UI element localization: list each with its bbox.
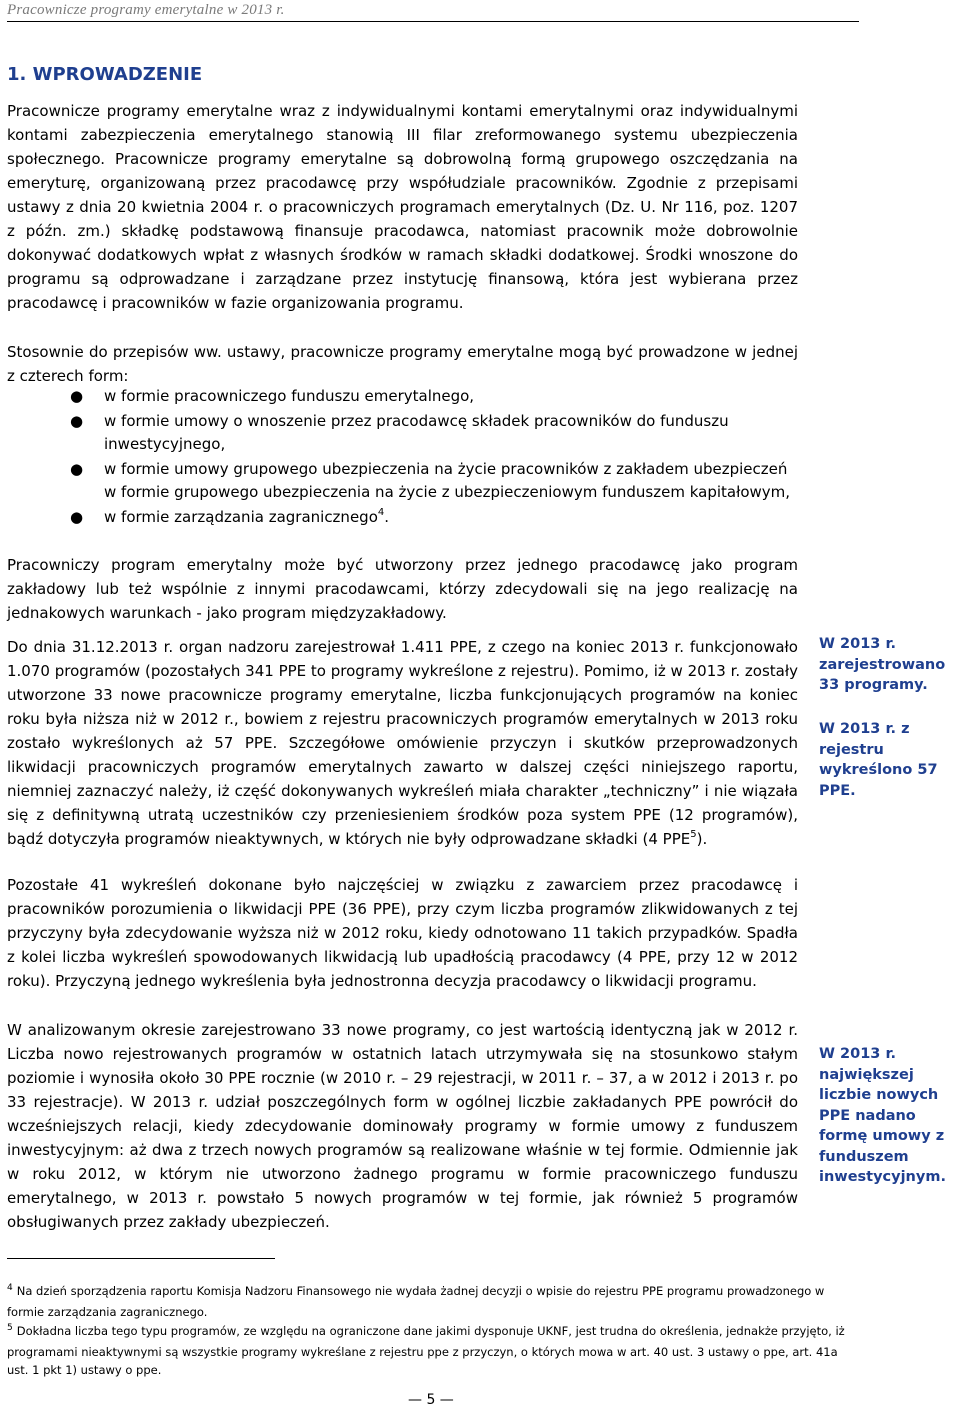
paragraph-liquidations: Pozostałe 41 wykreśleń dokonane było najczęściej w związku z zawarciem przez pracodawcę i pracowników porozumienia o likwidacji PPE (36 PPE), przy czym liczba programów zlikwidowanych z tej przyczyny była zdecydowanie wyższa niż w 2012 roku, kiedy odnotowano 11 takich przypadków. Spadła z kolei liczba wykreśleń spowodowanych likwidacją lub upadłością pracodawcy (4 PPE, przy 12 w 2012 roku). Przyczyną jednego wykreślenia była jednostronna decyzja pracodawcy o likwidacji programu. [7, 876, 798, 990]
list-item-text: w formie umowy o wnoszenie przez pracodawcę składek pracowników do funduszu inwestycyjnego, [104, 411, 729, 453]
running-header: Pracownicze programy emerytalne w 2013 r. [7, 2, 285, 18]
paragraph-program-types: Pracowniczy program emerytalny może być utworzony przez jednego pracodawcę jako program zakładowy lub też wspólnie z innymi pracodawcami, którzy zdecydowali się na jego realizację na jednakowych warunkach - jako program międzyzakładowy. [7, 556, 798, 622]
footnote-4 [7, 1282, 859, 1321]
footnote-text: Na dzień sporządzenia raportu Komisja Nadzoru Finansowego nie wydała żadnej decyzji o wpisie do rejestru PPE programu prowadzonego w formie zarządzania zagranicznego. [7, 1284, 825, 1319]
list-item-text: w formie pracowniczego funduszu emerytalnego, [104, 387, 475, 405]
intro-paragraph-1: Pracownicze programy emerytalne wraz z indywidualnymi kontami emerytalnymi oraz indywidualnymi kontami zabezpieczenia emerytalnego stanowią III filar zreformowanego systemu ubezpieczenia społecznego. Pracownicze programy emerytalne są dobrowolną formą grupowego oszczędzania na emeryturę, organizowaną przez pracodawcę przy współudziale pracowników. Zgodnie z przepisami ustawy z dnia 20 kwietnia 2004 r. o pracowniczych programach emerytalnych (Dz. U. Nr 116, poz. 1207 z późn. zm.) składkę podstawową finansuje pracodawca, natomiast pracownik może dobrowolnie dokonywać dodatkowych wpłat z własnych środków w ramach składki dodatkowej. Środki wnoszone do programu są odprowadzane i zarządzane przez instytucję finansową, która jest wybierana przez pracodawcę i pracowników w fazie organizowania programu. [7, 102, 798, 312]
forms-list [60, 385, 800, 529]
sidenote-removed: W 2013 r. z rejestru wykreślono 57 PPE. [819, 721, 938, 799]
section-heading: 1. WPROWADZENIE [7, 64, 203, 85]
footnote-text: Dokładna liczba tego typu programów, ze względu na ograniczone dane jakimi dysponuje UKNF, jest trudna do określenia, jednakże przyjęto, iż programami nieaktywnymi są wszystkie programy wykreślane z rejestru ppe z przyczyn, o których mowa w art. 40 ust. 3 ustawy o ppe, art. 41a ust. 1 pkt 1) ustawy o ppe. [7, 1324, 845, 1377]
footnote-number: 5 [7, 1323, 13, 1333]
registration-stats-tail: ). [696, 830, 708, 848]
bullet-icon: ● [70, 387, 84, 405]
list-item-text: w formie umowy grupowego ubezpieczenia na życie pracowników z zakładem ubezpieczeń w formie grupowego ubezpieczenia na życie z ubezpieczeniowym funduszem kapitałowym, [104, 459, 791, 501]
intro-paragraph-2: Stosownie do przepisów ww. ustawy, pracownicze programy emerytalne mogą być prowadzone w jednej z czterech form: [7, 343, 798, 385]
footnote-divider [7, 1258, 275, 1259]
footnote-number: 4 [7, 1283, 13, 1293]
bullet-icon: ● [70, 459, 84, 478]
footnote-ref-4[interactable]: 4 [377, 506, 385, 518]
footnote-ref-5[interactable]: 5 [690, 829, 697, 840]
header-divider [7, 21, 859, 22]
registration-stats-text: Do dnia 31.12.2013 r. organ nadzoru zarejestrował 1.411 PPE, z czego na koniec 2013 r. funkcjonowało 1.070 programów (pozostałych 341 PPE to programy wykreślone z rejestru). Pomimo, iż w 2013 r. zostały utworzone 33 nowe pracownicze programy emerytalne, liczba funkcjonujących programów na koniec roku była niższa niż w 2012 r., bowiem z rejestru pracowniczych programów emerytalnych w 2013 roku zostało wykreślonych aż 57 PPE. Szczegółowe omówienie przyczyn i skutków przeprowadzonych likwidacji pracowniczych programów emerytalnych zawarto w dalszej części niniejszego raportu, niemniej zaznaczyć należy, iż część dokonywanych wykreśleń miała charakter „techniczny” i nie wiązała się z definitywną utratą uczestników czy przeniesieniem środków poza system PPE (12 programów), bądź dotyczyła programów nieaktywnych, w których nie były odprowadzane składki (4 PPE [7, 638, 798, 848]
paragraph-new-programs: W analizowanym okresie zarejestrowano 33 nowe programy, co jest wartością identyczną jak w 2012 r. Liczba nowo rejestrowanych programów w ostatnich latach utrzymywała się na stosunkowo stałym poziomie i wynosiła około 30 PPE rocznie (w 2010 r. – 29 rejestracji, w 2011 r. – 37, a w 2012 i 2013 r. po 33 rejestracje). W 2013 r. udział poszczególnych form w ogólnej liczbie zakładanych PPE powrócił do wcześniejszych relacji, kiedy zdecydowanie dominowały programy w formie umowy z funduszem inwestycyjnym: aż dwa z trzech nowych programów są realizowane właśnie w tej formie. Odmiennie jak w roku 2012, w którym nie utworzono żadnego programu w formie pracowniczego funduszu emerytalnego, w 2013 r. powstało 5 nowych programów w tej formie, jak również 5 programów obsługiwanych przez zakłady ubezpieczeń. [7, 1021, 798, 1231]
bullet-icon: ● [70, 411, 84, 430]
list-item [60, 506, 800, 530]
footnote-5 [7, 1322, 859, 1380]
sidenote-new-forms: W 2013 r. największej liczbie nowych PPE nadano formę umowy z funduszem inwestycyjnym. [819, 1046, 946, 1185]
list-item [60, 410, 800, 457]
paragraph-registration-stats [7, 635, 798, 851]
sidenote-registered: W 2013 r. zarejestrowano 33 programy. [819, 636, 946, 693]
bullet-icon: ● [70, 507, 84, 526]
list-item [60, 458, 800, 505]
list-item-text: w formie zarządzania zagranicznego [104, 507, 378, 526]
page-number: — 5 — [408, 1392, 454, 1408]
list-item [60, 385, 800, 409]
list-item-tail: . [384, 507, 390, 526]
